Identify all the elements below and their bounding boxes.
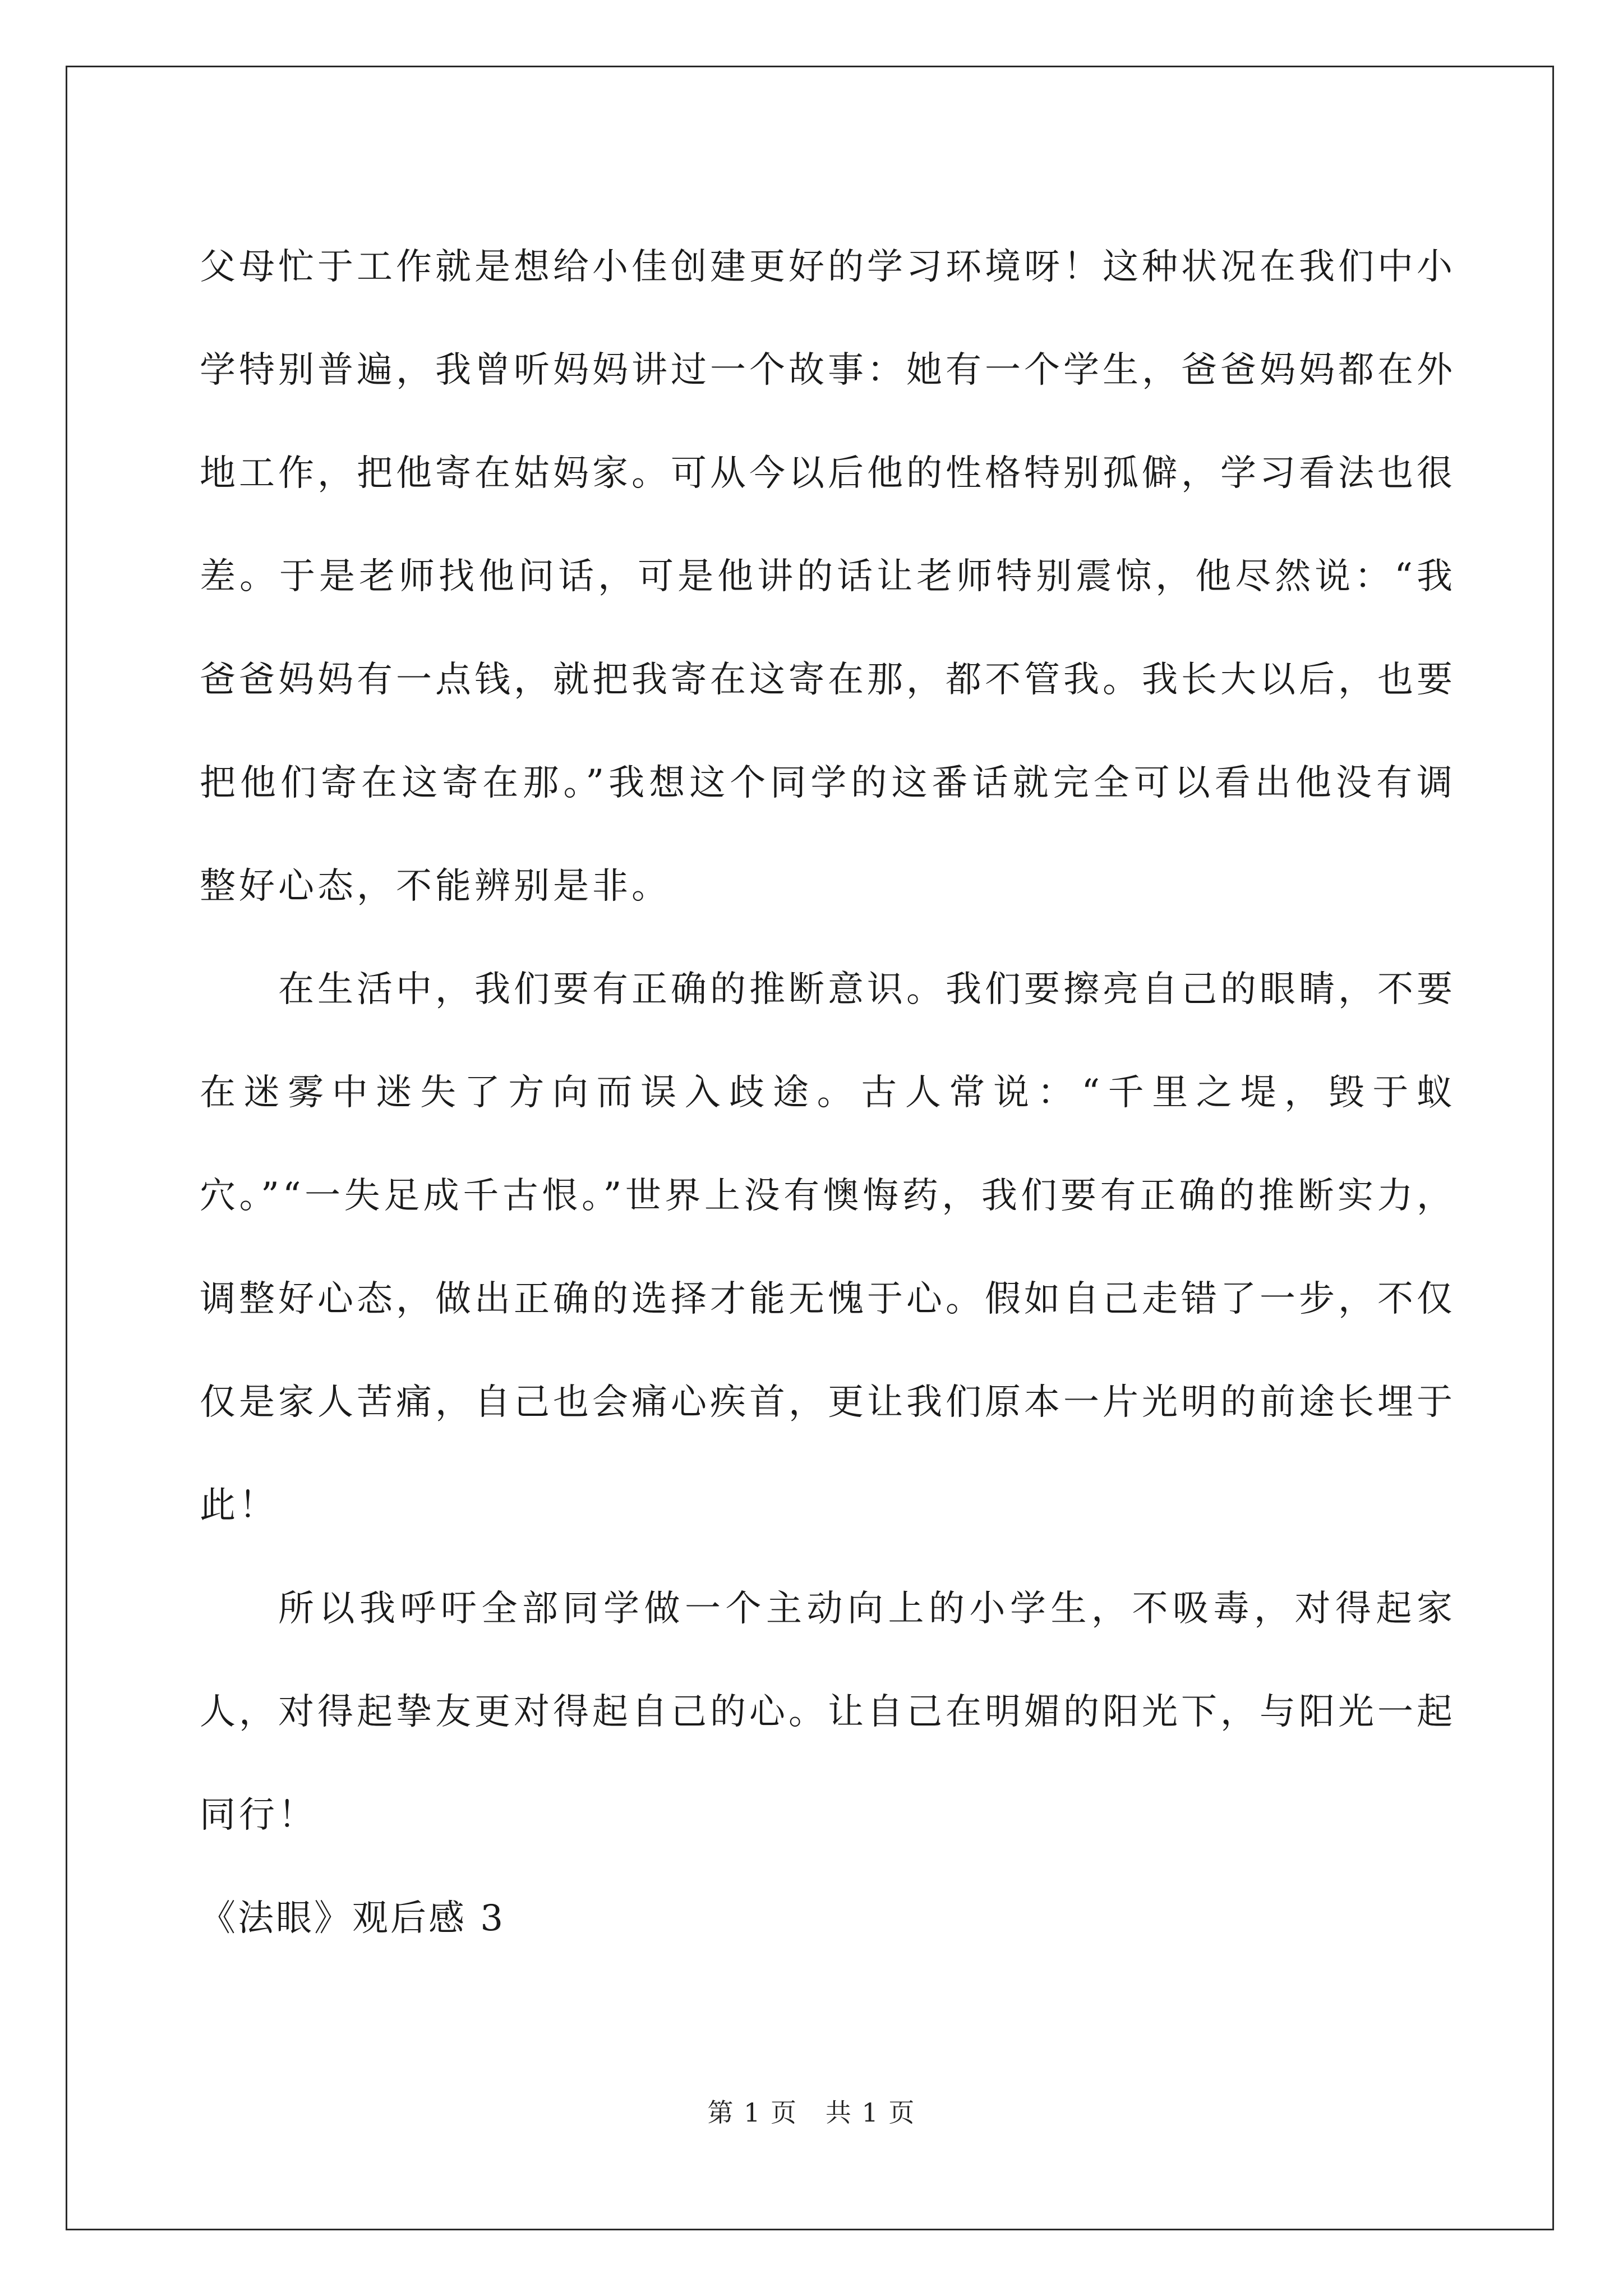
paragraph-2: 在生活中，我们要有正确的推断意识。我们要擦亮自己的眼睛，不要在迷雾中迷失了方向而误入歧途。古人常说：“千里之堤，毁于蚁穴。”“一失足成千古恨。”世界上没有懊悔药，我们要有正确的推断实力，调整好心态，做出正确的选择才能无愧于心。假如自己走错了一步，不仅仅是家人苦痛，自己也会痛心疾首，更让我们原本一片光明的前途长埋于此！ [200, 969, 1456, 1526]
section-heading: 《法眼》观后感 3 [200, 1898, 506, 1939]
paragraph-1: 父母忙于工作就是想给小佳创建更好的学习环境呀！这种状况在我们中小学特别普遍，我曾听妈妈讲过一个故事：她有一个学生，爸爸妈妈都在外地工作，把他寄在姑妈家。可从今以后他的性格特别孤僻，学习看法也很差。于是老师找他问话，可是他讲的话让老师特别震惊，他尽然说：“我爸爸妈妈有一点钱，就把我寄在这寄在那，都不管我。我长大以后，也要把他们寄在这寄在那。”我想这个同学的这番话就完全可以看出他没有调整好心态，不能辨别是非。 [200, 246, 1456, 907]
page-number-label: 第 1 页 共 1 页 [707, 2097, 916, 2128]
document-body [200, 215, 1456, 1970]
page-footer [0, 2092, 1623, 2129]
paragraph-3: 所以我呼吁全部同学做一个主动向上的小学生，不吸毒，对得起家人，对得起挚友更对得起自己的心。让自己在明媚的阳光下，与阳光一起同行！ [200, 1588, 1456, 1836]
